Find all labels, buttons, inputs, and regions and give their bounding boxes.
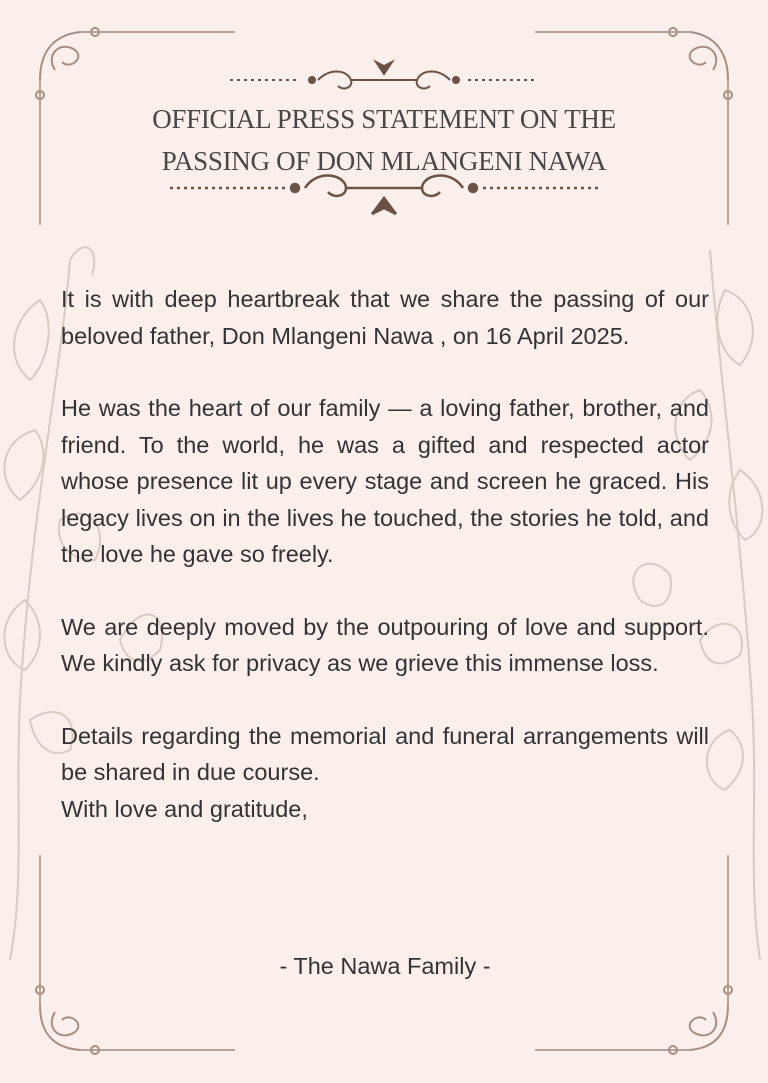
statement-title bbox=[84, 98, 684, 182]
corner-flourish-top-left bbox=[36, 28, 99, 99]
statement-body bbox=[61, 281, 709, 827]
title-line-1: OFFICIAL PRESS STATEMENT ON THE bbox=[152, 104, 616, 134]
paragraph-arrangements: Details regarding the memorial and funeral arrangements will be shared in due course. bbox=[61, 722, 709, 785]
corner-flourish-bottom-left bbox=[36, 986, 99, 1054]
closing-line: With love and gratitude, bbox=[61, 795, 308, 822]
corner-flourish-top-right bbox=[669, 28, 732, 99]
title-ornament-top bbox=[230, 62, 538, 88]
signature: - The Nawa Family - bbox=[279, 953, 491, 979]
title-line-2: PASSING OF DON MLANGENI NAWA bbox=[161, 146, 607, 176]
paragraph-tribute: He was the heart of our family — a loving father, brother, and friend. To the world, he was a gifted and respected actor whose presence lit up every stage and screen he graced. His legacy lives on in the lives he touched, the stories he told, and the love he gave so freely. bbox=[61, 395, 709, 567]
paragraph-announcement: It is with deep heartbreak that we share the passing of our beloved father, Don Mlangeni Nawa , on 16 April 2025. bbox=[61, 286, 709, 349]
corner-flourish-bottom-right bbox=[669, 986, 732, 1054]
paragraph-privacy: We are deeply moved by the outpouring of love and support. We kindly ask for privacy as we grieve this immense loss. bbox=[61, 613, 709, 676]
